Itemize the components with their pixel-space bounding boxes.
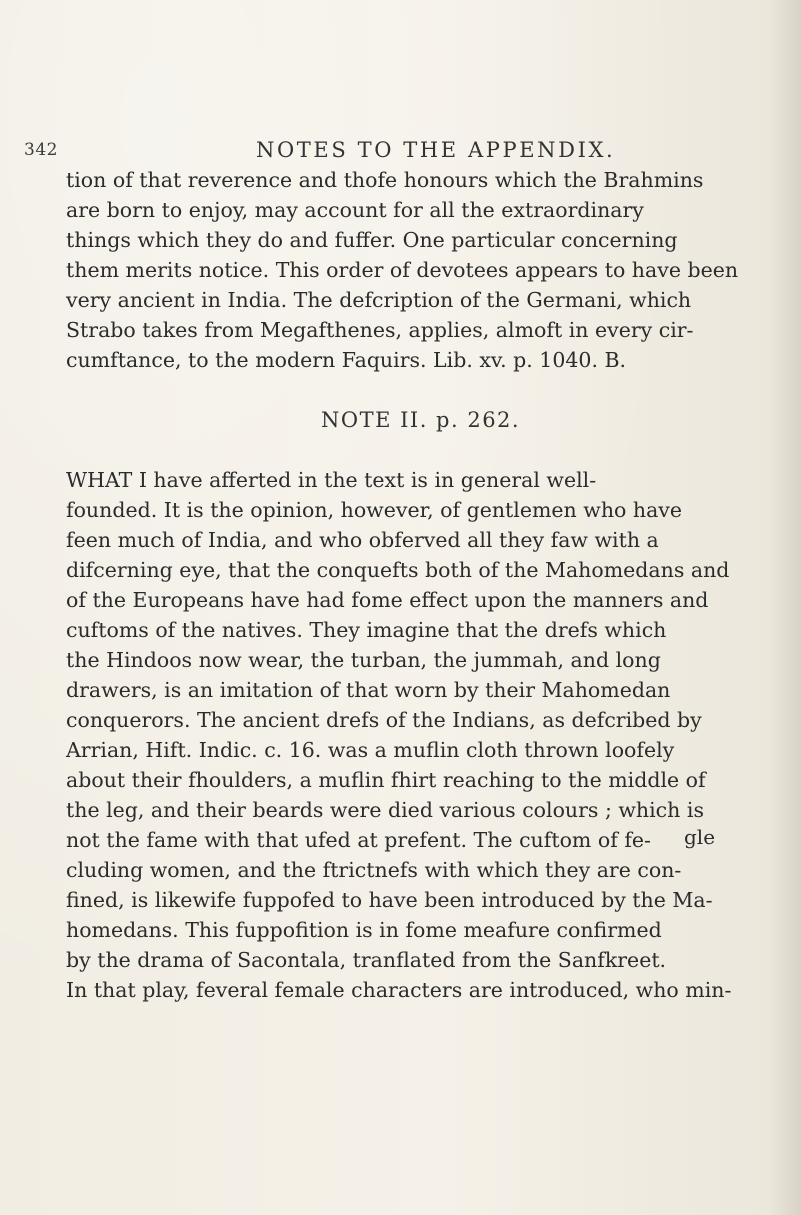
paragraph-1 — [66, 165, 742, 375]
text-line: Strabo takes from Megafthenes, applies, almoft in every cir- — [66, 318, 694, 342]
text-line: Arrian, Hift. Indic. c. 16. was a muflin cloth thrown loofely — [66, 738, 675, 762]
running-head: NOTES TO THE APPENDIX. — [256, 138, 616, 162]
text-line: homedans. This fuppofition is in fome meafure confirmed — [66, 918, 662, 942]
text-line: them merits notice. This order of devotees appears to have been — [66, 258, 739, 282]
text-line: the Hindoos now wear, the turban, the jummah, and long — [66, 648, 661, 672]
text-line: In that play, feveral female characters are introduced, who min- — [66, 978, 732, 1002]
text-line: not the fame with that ufed at prefent. The cuftom of fe- — [66, 828, 651, 852]
text-line: cluding women, and the ftrictnefs with which they are con- — [66, 858, 682, 882]
catchword: gle — [684, 825, 716, 849]
text-line: cumftance, to the modern Faquirs. Lib. xv. p. 1040. B. — [66, 348, 627, 372]
text-line: the leg, and their beards were died various colours ; which is — [66, 798, 704, 822]
text-line: cuftoms of the natives. They imagine that the drefs which — [66, 618, 667, 642]
note-heading: NOTE II. p. 262. — [321, 408, 521, 432]
text-line: difcerning eye, that the conquefts both of the Mahomedans and — [66, 558, 730, 582]
text-line: drawers, is an imitation of that worn by their Mahomedan — [66, 678, 671, 702]
text-line: very ancient in India. The defcription of the Germani, which — [66, 288, 692, 312]
text-line: are born to enjoy, may account for all the extraordinary — [66, 198, 644, 222]
paragraph-2 — [66, 465, 742, 1005]
text-line: WHAT I have afferted in the text is in general well- — [66, 468, 597, 492]
text-line: feen much of India, and who obferved all they faw with a — [66, 528, 659, 552]
text-line: founded. It is the opinion, however, of gentlemen who have — [66, 498, 683, 522]
text-line: of the Europeans have had fome effect upon the manners and — [66, 588, 709, 612]
page-number: 342 — [24, 140, 58, 160]
text-line: things which they do and fuffer. One particular concerning — [66, 228, 678, 252]
text-line: fined, is likewife fuppofed to have been introduced by the Ma- — [66, 888, 713, 912]
text-line: conquerors. The ancient drefs of the Indians, as defcribed by — [66, 708, 702, 732]
text-line: tion of that reverence and thofe honours which the Brahmins — [66, 168, 704, 192]
text-line: about their fhoulders, a muflin fhirt reaching to the middle of — [66, 768, 706, 792]
text-line: by the drama of Sacontala, tranflated from the Sanfkreet. — [66, 948, 667, 972]
